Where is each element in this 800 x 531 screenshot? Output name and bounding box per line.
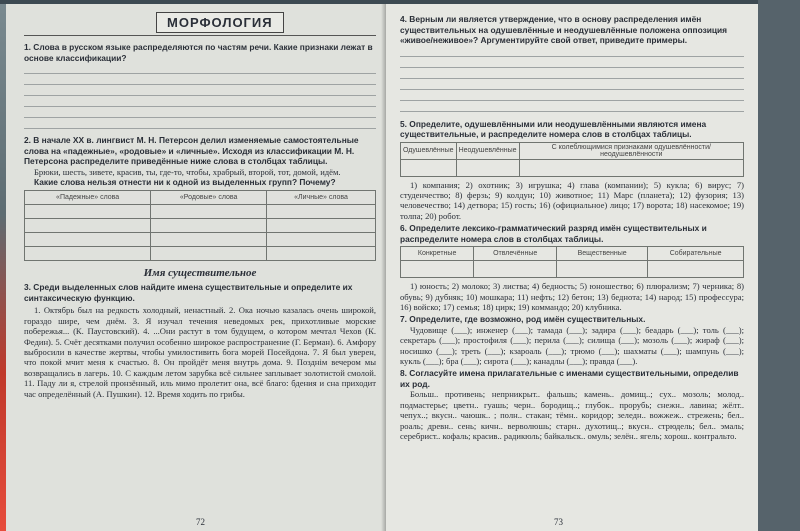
answer-line xyxy=(400,79,744,90)
table-cell xyxy=(151,205,267,219)
table-header: «Падежные» слова xyxy=(25,191,151,205)
background-surface xyxy=(758,0,800,531)
table-cell xyxy=(456,159,519,176)
table-cell xyxy=(25,205,151,219)
table-cell xyxy=(25,219,151,233)
answer-line xyxy=(24,74,376,85)
answer-line xyxy=(24,107,376,118)
table-header: Вещественные xyxy=(557,247,648,261)
classification-table xyxy=(24,190,376,261)
title-rule xyxy=(24,35,376,36)
answer-line xyxy=(400,57,744,68)
table-cell xyxy=(151,219,267,233)
table-cell xyxy=(151,247,267,261)
table-cell xyxy=(25,233,151,247)
question-8-text: Больш.. противень; непрникрыт.. фальшь; камень.. домищ..; сух.. мозоль; молод.. подмастерье; цветн.. гуашь; черн.. бородищ..; глубок.. прорубь; снежн.. лавина; жёлт.. чепух..; вкусн.. чаюшк.. ; полн.. стакан; тёмн.. коридор; зеледн.. вожжеж.. стрежень; бел.. роаль; древн.. сень; кичн.. верволюшь; старн.. духотищ..; вкусн.. стрюдель; бел.. эмаль; серебрист.. кофаль; красив.. радикюль; байкальск.. омуль; зелён.. ягель; хорош.. контральто. xyxy=(400,389,744,442)
table-header: Конкретные xyxy=(401,247,474,261)
table-cell xyxy=(267,247,376,261)
table-header: «Личные» слова xyxy=(267,191,376,205)
answer-line xyxy=(400,101,744,112)
question-2-words: Брюки, шесть, зивете, красив, ты, где-то, чтобы, храбрый, второй, тот, домой, идём. xyxy=(34,166,341,177)
question-6-words: 1) юность; 2) молоко; 3) листва; 4) бедность; 5) юношество; 6) плюрализм; 7) черника; 8) обувь; 9) дубняк; 10) мошкара; 11) нефть; 12) бетон; 13) беднота; 14) народ; 15) профессура; 16) войско; 17) семья; 18) цирк; 19) коммандо; 20) клубника. xyxy=(400,281,744,312)
question-2-followup: Какие слова нельзя отнести ни к одной из выделенных групп? Почему? xyxy=(34,176,336,187)
question-5: 5. Определите, одушевлёнными или неодушевлёнными являются имена существительные, и распределите номера слов в столбцах таблицы. xyxy=(400,118,707,139)
question-8: 8. Согласуйте имена прилагательные с именами существительными, определив их род. xyxy=(400,368,739,389)
table-header: Отвлечённые xyxy=(474,247,557,261)
answer-line xyxy=(400,68,744,79)
table-cell xyxy=(267,205,376,219)
answer-line xyxy=(24,63,376,74)
table-cell xyxy=(401,261,474,278)
page-number: 72 xyxy=(196,517,205,527)
question-6: 6. Определите лексико-грамматический разряд имён существительных и распределите номера слов в столбцах таблицы. xyxy=(400,223,707,244)
answer-line xyxy=(24,118,376,129)
question-2: 2. В начале XX в. лингвист М. Н. Петерсон делил изменяемые самостоятельные слова на «падежные», «родовые» и «личные». Исходя из классификации М. Н. Петерсона распределите приведённые ниже слова в столбцах таблицы. xyxy=(24,135,359,166)
table-header: «Родовые» слова xyxy=(151,191,267,205)
answer-line xyxy=(400,90,744,101)
section-title: МОРФОЛОГИЯ xyxy=(156,12,284,33)
question-7-text: Чудовище (___); инженер (___); тамада (___); задира (___); беадарь (___); толь (___); секретарь (___); простофиля (___); перила (___); силища (___); мозоль (___); жираф (___); носишко (___); треть (___); кзароаль (___); трюмо (___); шахматы (___); шампунь (___); кукль (___); бра (___); сирота (___); канадлы (___); правда (___). xyxy=(400,324,744,367)
category-table xyxy=(400,246,744,278)
animacy-table xyxy=(400,142,744,177)
answer-line xyxy=(24,85,376,96)
table-header: С колеблющимися признаками одушевлённости/неодушевлённости xyxy=(519,142,743,159)
table-cell xyxy=(267,219,376,233)
table-cell xyxy=(648,261,744,278)
table-cell xyxy=(151,233,267,247)
table-cell xyxy=(401,159,457,176)
table-cell xyxy=(557,261,648,278)
question-3: 3. Среди выделенных слов найдите имена существительные и определите их синтаксическую функцию. xyxy=(24,282,353,303)
table-cell xyxy=(519,159,743,176)
table-header: Собирательные xyxy=(648,247,744,261)
question-7: 7. Определите, где возможно, род имён существительных. xyxy=(400,314,646,325)
table-header: Неодушевлённые xyxy=(456,142,519,159)
subheading: Имя существительное xyxy=(143,267,257,280)
answer-lines-1 xyxy=(24,63,376,129)
pen-edge xyxy=(0,4,6,531)
answer-lines-4 xyxy=(400,46,744,112)
page-number: 73 xyxy=(554,517,563,527)
table-cell xyxy=(267,233,376,247)
answer-line xyxy=(24,96,376,107)
left-page xyxy=(6,4,386,531)
table-cell xyxy=(25,247,151,261)
question-5-words: 1) компания; 2) охотник; 3) игрушка; 4) глава (компании); 5) кукла; 6) вирус; 7) студенчество; 8) ферзь; 9) колдун; 10) животное; 11) Марс (планета); 12) фузория; 13) человечество; 14) детвора; 15) гость; 16) (официальное) лицо; 17) ворота; 18) насекомое; 19) толпа; 20) робот. xyxy=(400,179,744,221)
right-page xyxy=(386,4,758,531)
question-1: 1. Слова в русском языке распределяются по частям речи. Какие признаки лежат в основе классификации? xyxy=(24,42,373,63)
question-3-text: 1. Октябрь был на редкость холодный, ненастный. 2. Ока ночью казалась очень широкой, гораздо шире, чем днём. 3. Я изучал течения неведомых рек, прихотливые морские побережья... (К. Паустовский). 4. ...Они растут в том будущем, о котором мечтал Чехов (К. Федин). 5. Счёт десятками получил особенно широкое распространение (Г. Берман). 6. Амфору выбросили в качестве жертвы, чтобы умилостивить бога морей Посейдона. 7. Я был уверен, что покой мчит меня к счастью. 8. Он пройдёт меня внутрь дома. 9. Позднім вечером мы возвращались в лагерь. 10. С каждым летом зарубка всё сильнее заплывает золотистой смолой. 11. Паду ли я, стрелой пронзённый, иль мимо пролетит она, всё благо: бдения и сна приходит час определённый (А. Пушкин). 12. Время ходить по грибы. xyxy=(24,305,376,399)
answer-line xyxy=(400,46,744,57)
table-header: Одушевлённые xyxy=(401,142,457,159)
table-cell xyxy=(474,261,557,278)
question-4: 4. Верным ли является утверждение, что в основу распределения имён существительных на одушевлённые и неодушевлённые положена оппозиция «живое/неживое»? Аргументируйте свой ответ, приведите примеры. xyxy=(400,14,728,45)
